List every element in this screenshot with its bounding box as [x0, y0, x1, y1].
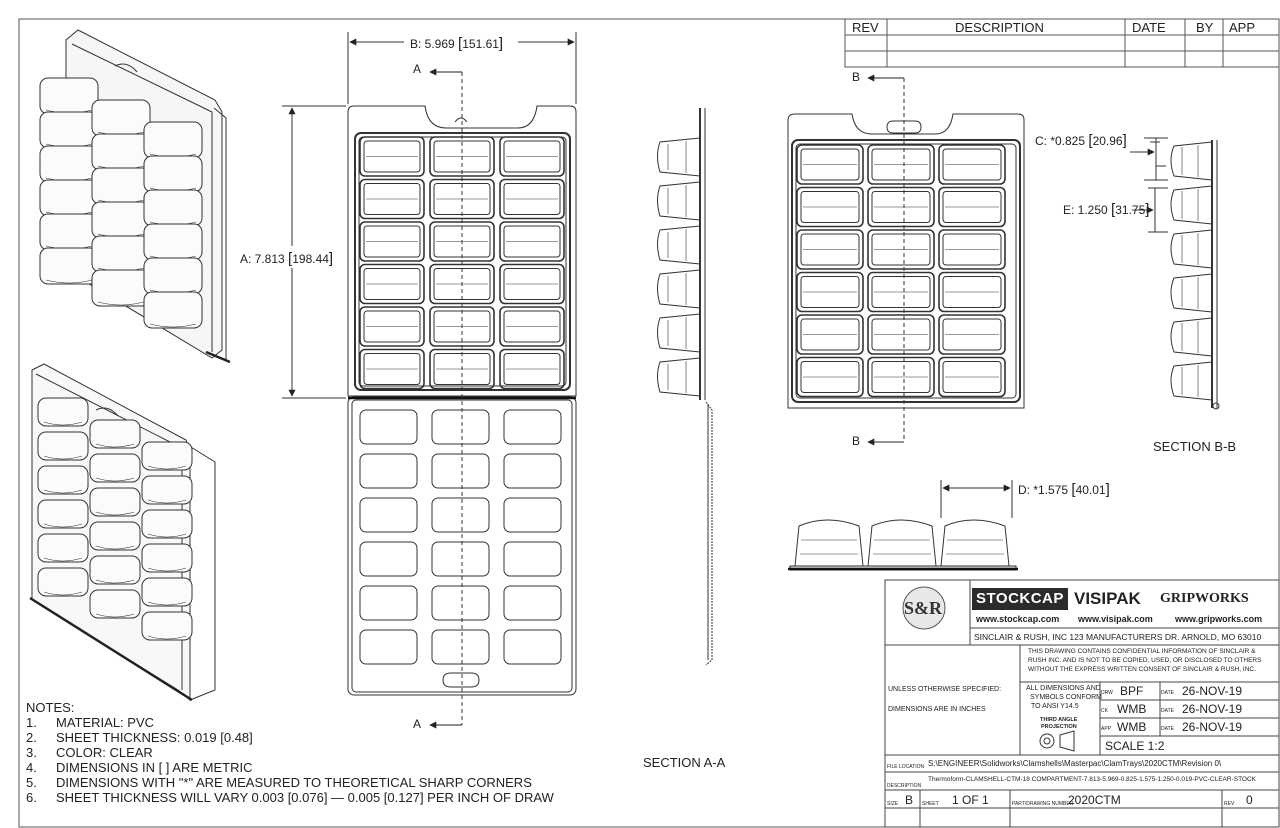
compartment-outline [504, 542, 561, 576]
iso-compartment [38, 568, 88, 596]
section-marker-b-bottom: B [852, 434, 861, 448]
iso-compartment [92, 134, 150, 170]
brand-gripworks: GRIPWORKS [1160, 591, 1249, 606]
section-b-b-label: SECTION B-B [1153, 439, 1237, 454]
dimension-e-metric: 31.75 [1115, 203, 1146, 217]
section-a-a-label: SECTION A-A [643, 755, 726, 770]
conform-line-2: SYMBOLS CONFORM [1030, 694, 1102, 701]
third-angle-projection-symbol [1040, 731, 1074, 751]
section-cup [658, 226, 701, 264]
note-item [26, 775, 554, 790]
rev-header: REV [852, 20, 879, 35]
part-description: Thermoform-CLAMSHELL-CTM-18 COMPARTMENT-7.813-5.969-0.825-1.575-1.250-0.019-PVC-CLEAR-STOCK [928, 776, 1257, 783]
iso-compartment [38, 432, 88, 460]
note-item [26, 715, 554, 730]
iso-compartment [38, 500, 88, 528]
iso-compartment [144, 156, 202, 192]
note-item [26, 760, 554, 775]
rev-label: REV [1224, 801, 1235, 807]
dimension-b-label: B: 5.969 [151.61] [410, 35, 504, 52]
section-a-a-view [700, 108, 712, 665]
dimensions-inches: DIMENSIONS ARE IN INCHES [888, 706, 986, 713]
section-cup [1171, 142, 1212, 180]
dimension-d-value: D: *1.575 [1018, 483, 1069, 497]
description-header: DESCRIPTION [955, 20, 1044, 35]
sheet-value: 1 OF 1 [952, 793, 989, 807]
note-number: 4. [26, 760, 37, 775]
confidential-line-1: THIS DRAWING CONTAINS CONFIDENTIAL INFORMATION OF SINCLAIR & [1028, 648, 1256, 655]
sheet-label: SHEET [922, 801, 939, 807]
compartment-outline [360, 498, 417, 532]
note-text: SHEET THICKNESS WILL VARY 0.003 [0.076] — 0.005 [0.127] PER INCH OF DRAW [56, 790, 554, 805]
note-number: 6. [26, 790, 37, 805]
part-number: 2020CTM [1068, 793, 1121, 807]
date-approved: 26-NOV-19 [1182, 720, 1243, 734]
section-cup [658, 314, 701, 352]
section-cup [658, 138, 701, 176]
part-number-label: PART/DRAWING NUMBER [1012, 801, 1074, 807]
front-cup [941, 520, 1009, 566]
description-label: DESCRIPTION [887, 783, 922, 789]
iso-compartment [144, 258, 202, 294]
note-item [26, 730, 554, 745]
dimension-a-label: A: 7.813 [198.44] [240, 250, 334, 267]
iso-compartment [144, 292, 202, 328]
compartment-outline [360, 542, 417, 576]
logo-sr: S&R [904, 598, 943, 618]
notes-title: NOTES: [26, 700, 75, 715]
dimension-a-value: A: 7.813 [240, 252, 285, 266]
compartment-outline [432, 586, 489, 620]
iso-compartment [90, 488, 140, 516]
note-number: 1. [26, 715, 37, 730]
confidential-line-3: WITHOUT THE EXPRESS WRITTEN CONSENT OF SINCLAIR & RUSH, INC. [1028, 666, 1256, 673]
iso-compartment [92, 100, 150, 136]
size-label: SIZE [887, 801, 899, 807]
iso-compartment [92, 168, 150, 204]
section-a-a-cups [658, 138, 701, 396]
dimension-b-metric: 151.61 [462, 37, 499, 51]
iso-compartment [92, 270, 150, 306]
brand-visipak: VISIPAK [1074, 589, 1141, 608]
date-header: DATE [1132, 20, 1166, 35]
note-text: DIMENSIONS IN [ ] ARE METRIC [56, 760, 253, 775]
compartment-outline [504, 498, 561, 532]
compartment-outline [432, 630, 489, 664]
date-drawn: 26-NOV-19 [1182, 684, 1243, 698]
iso-compartment [142, 442, 192, 470]
iso-compartment [142, 612, 192, 640]
rev-value: 0 [1246, 793, 1253, 807]
app-label: APP [1101, 726, 1112, 732]
iso-compartment [40, 214, 98, 250]
compartment-outline [432, 410, 489, 444]
by-header: BY [1196, 20, 1214, 35]
dimension-c-metric: 20.96 [1092, 134, 1123, 148]
date-label-1: DATE [1161, 690, 1174, 696]
iso-compartment [40, 248, 98, 284]
section-b-b-view [1212, 140, 1219, 409]
iso-compartment [38, 466, 88, 494]
compartment-outline [504, 630, 561, 664]
iso-compartment [142, 476, 192, 504]
app-header: APP [1229, 20, 1256, 35]
iso-compartment [40, 78, 98, 114]
checked-by: WMB [1117, 702, 1147, 716]
brand-stockcap: STOCKCAP [976, 590, 1064, 607]
note-text: SHEET THICKNESS: 0.019 [0.48] [56, 730, 253, 745]
drw-label: DRW [1101, 690, 1113, 696]
section-cup [658, 270, 701, 308]
section-cup [658, 358, 701, 396]
dimension-c-lines [1130, 138, 1168, 180]
compartment-outline [504, 410, 561, 444]
compartment-outline [360, 410, 417, 444]
iso-compartment [144, 224, 202, 260]
dimension-e-label: E: 1.250 [31.75] [1063, 201, 1150, 218]
note-item [26, 745, 554, 760]
dimension-d-label: D: *1.575 [40.01] [1018, 481, 1110, 498]
notes-list [26, 715, 554, 805]
section-b-plan-view [788, 114, 1024, 408]
compartment-outline [432, 454, 489, 488]
iso-compartment [90, 420, 140, 448]
url-visipak: www.visipak.com [1078, 614, 1153, 624]
iso-compartment [90, 522, 140, 550]
dimension-c-value: C: *0.825 [1035, 134, 1086, 148]
iso-compartment [142, 510, 192, 538]
dimension-b-value: B: 5.969 [410, 37, 455, 51]
unless-specified: UNLESS OTHERWISE SPECIFIED: [888, 686, 1002, 693]
third-angle-line-1: THIRD ANGLE [1040, 717, 1078, 723]
iso-compartment [90, 590, 140, 618]
plan-bottom-compartments [360, 410, 561, 664]
compartment-outline [504, 586, 561, 620]
iso-compartment [40, 180, 98, 216]
note-item [26, 790, 554, 805]
compartment-outline [432, 498, 489, 532]
note-number: 3. [26, 745, 37, 760]
section-b-plan-compartments [797, 145, 1005, 397]
section-marker-a-bottom: A [413, 717, 422, 731]
iso-compartment [40, 112, 98, 148]
file-location: S:\ENGINEER\Solidworks\Clamshells\Masterpac\ClamTrays\2020CTM\Revision 0\ [928, 759, 1222, 768]
dimension-e-value: E: 1.250 [1063, 203, 1108, 217]
note-number: 2. [26, 730, 37, 745]
iso-compartment [90, 454, 140, 482]
iso-compartment [144, 190, 202, 226]
note-text: COLOR: CLEAR [56, 745, 153, 760]
section-cup [1171, 318, 1212, 356]
url-stockcap: www.stockcap.com [976, 614, 1060, 624]
iso-compartment [90, 556, 140, 584]
compartment-outline [432, 542, 489, 576]
dimension-d-metric: 40.01 [1075, 483, 1106, 497]
check-label: CK [1101, 708, 1108, 714]
iso-compartment [144, 122, 202, 158]
date-label-2: DATE [1161, 708, 1174, 714]
iso-compartment [92, 236, 150, 272]
notes-block [26, 700, 554, 805]
dimension-c-label: C: *0.825 [20.96] [1035, 132, 1127, 149]
company-line: SINCLAIR & RUSH, INC 123 MANUFACTURERS DR. ARNOLD, MO 63010 [974, 632, 1262, 642]
confidential-line-2: RUSH INC. AND IS NOT TO BE COPIED, USED, OR DISCLOSED TO OTHERS [1028, 657, 1262, 664]
iso-compartment [142, 578, 192, 606]
iso-compartment [38, 398, 88, 426]
compartment-outline [504, 454, 561, 488]
section-cup [658, 182, 701, 220]
dimension-d-lines [941, 480, 1012, 518]
section-cup [1171, 186, 1212, 224]
revision-block [845, 19, 1279, 67]
section-marker-b-top: B [852, 70, 861, 84]
iso-compartment [92, 202, 150, 238]
compartment-outline [360, 454, 417, 488]
iso-compartment [38, 534, 88, 562]
url-gripworks: www.gripworks.com [1175, 614, 1263, 624]
conform-line-1: ALL DIMENSIONS AND [1026, 685, 1101, 692]
iso-compartment [40, 146, 98, 182]
section-marker-a-top: A [413, 62, 422, 76]
section-cup [1171, 362, 1212, 400]
front-cup [868, 520, 936, 566]
dimension-a-metric: 198.44 [292, 252, 329, 266]
note-text: DIMENSIONS WITH "*" ARE MEASURED TO THEORETICAL SHARP CORNERS [56, 775, 532, 790]
date-checked: 26-NOV-19 [1182, 702, 1243, 716]
third-angle-line-2: PROJECTION [1041, 724, 1077, 730]
approved-by: WMB [1117, 720, 1147, 734]
section-b-b-cups [1171, 142, 1212, 400]
file-location-label: FILE LOCATION [887, 764, 925, 770]
section-cup [1171, 274, 1212, 312]
date-label-3: DATE [1161, 726, 1174, 732]
compartment-outline [360, 586, 417, 620]
note-text: MATERIAL: PVC [56, 715, 155, 730]
front-section-cups [795, 520, 1009, 566]
note-number: 5. [26, 775, 37, 790]
section-cup [1171, 230, 1212, 268]
front-section-view [788, 566, 1018, 570]
drawn-by: BPF [1120, 684, 1144, 698]
compartment-outline [360, 630, 417, 664]
conform-line-3: TO ANSI Y14.5 [1031, 703, 1079, 710]
scale: SCALE 1:2 [1105, 739, 1165, 753]
iso-compartment [142, 544, 192, 572]
front-cup [795, 520, 863, 566]
size-value: B [905, 793, 914, 807]
